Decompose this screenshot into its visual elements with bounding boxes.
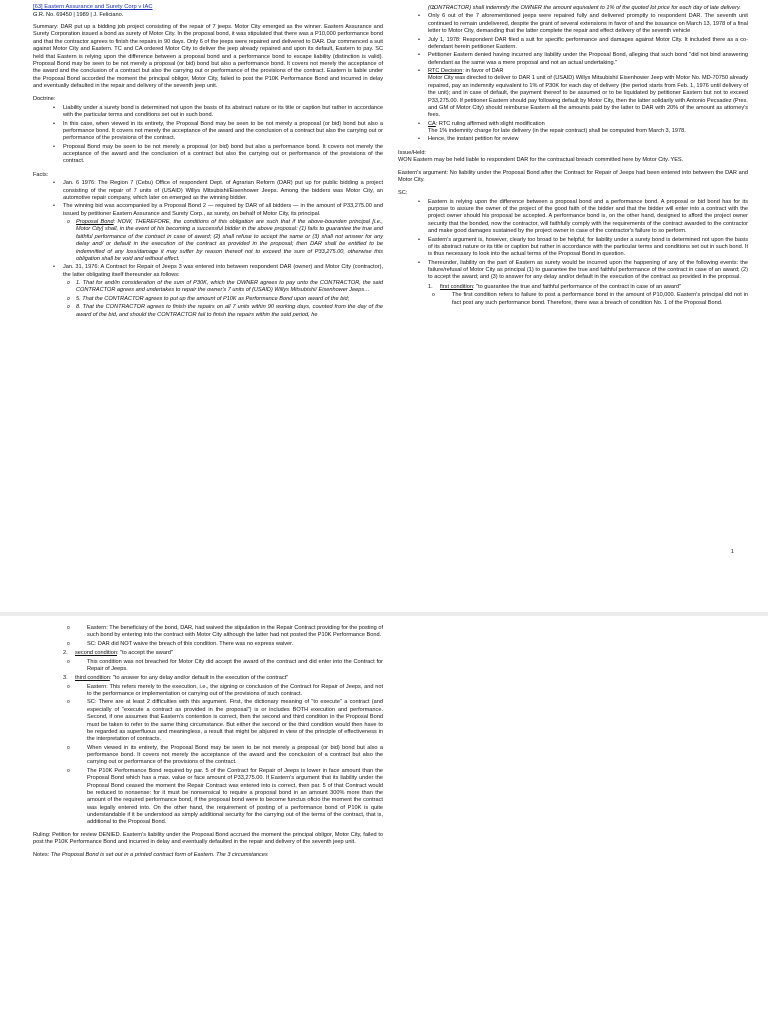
condition-note: o Eastern: The beneficiary of the bond, DAR, had waived the stipulation in the Repair Contract providing for the posting of such bond by entering into the contract with Motor City although the latter had not posted the P10K Performance Bond.	[33, 625, 383, 640]
notes-label: Notes:	[33, 851, 51, 858]
fact-item: • Jan. 6 1976: The Region 7 (Cebu) Office of respondent Dept. of Agrarian Reform (DAR) put up for public bidding a project consisting of the repair of 7 units of (USAID) Willys Mitsubishi/Eisenhower Jeeps. Among the bidders was Motor City, an automotive repair company, which later on emerged as the winning bidder.	[33, 180, 383, 202]
fact-item: • Jan. 31, 1976: A Contract for Repair of Jeeps 3 was entered into between respondent DAR (owner) and Motor City (contractor), the latter obligating itself thereunder as follows:	[33, 264, 383, 279]
doctrine-heading: Doctrine:	[33, 96, 56, 103]
case-citation: G.R. No. 69450 | 1989 | J. Feliciano.	[33, 11, 124, 18]
sc-item: • Thereunder, liability on the part of Eastern as surety would be incurred upon the happening of any of the following events: the failure/refusal of Motor City as principal (1) to guarantee the true and faithful performance of the contract in case of an award; (2) to accept the award; and (3) to answer for any delay and/or default in the execution of the contract as provided in the proposal.	[398, 260, 748, 282]
ca-body: The 1% indemnity charge for late delivery (in the repair contract) shall be computed from March 3, 1978.	[428, 128, 686, 134]
doctrine-item: • Proposal Bond may be seen to be not merely a proposal (or bid) bond but also a performance bond. It covers not merely the acceptance of the award and the conclusion of a contract but also the carrying out or performance of the provisions of the contract.	[33, 144, 383, 166]
facts-list-continued	[398, 13, 748, 143]
page2-column	[33, 624, 383, 859]
third-condition-discussion	[33, 684, 383, 827]
first-condition-note: o The first condition refers to failure to post a performance bond in the amount of P10,000. Eastern's principal did not in fact post any such performance bond. Therefore, there was a breach of condition No. 1 of the Proposal Bond.	[398, 292, 748, 307]
third-condition-number: 3.	[63, 675, 68, 682]
doctrine-item: • In this case, when viewed in its entirety, the Proposal Bond may be seen to be not merely a proposal (or bid) bond but also a performance bond. It covers not merely the acceptance of the award and the conclusion of a contract but also the carrying out or performance of the provisions of the contract.	[33, 121, 383, 143]
document-page-2	[0, 616, 768, 1024]
case-title[interactable]: [63] Eastern Assurance and Surety Corp v IAC	[33, 4, 153, 10]
rtc-text: : in favor of DAR	[462, 68, 504, 74]
condition-note: o When viewed in its entirety, the Proposal Bond may be seen to be not merely a proposal (or bid) bond but also a performance bond. It covers not merely the acceptance of the award and the conclusion of a contract but also the carrying out or performance of the provisions of the contract.	[33, 745, 383, 767]
ca-text: : RTC ruling affirmed with slight modification	[435, 120, 545, 127]
second-condition-note: o This condition was not breached for Motor City did accept the award of the contract and did enter into the Contract for Repair of Jeeps.	[33, 659, 383, 674]
fact-item: • Only 6 out of the 7 aforementioned jeeps were repaired fully and delivered promptly to respondent DAR. The seventh unit continued to remain undelivered, despite the grant of several extensions in favor of and the issuance on March 13, 1978 of a final letter to Motor City, demanding that the latter complete the repair and effect delivery of the seventh vehicle	[398, 13, 748, 35]
rtc-decision-item	[398, 68, 748, 120]
rtc-body: Motor City was directed to deliver to DAR 1 unit of (USAID) Willys Mitsubishi/ Eisenhower Jeep with Motor No. MD-70750 already repaired, pay an indemnity equivalent to 1% of P30K for each day of delivery (the period starts from Feb. 1, 1976 until delivery of the unit); and in case of default, the payment thereof to be assumed or to be liquidated by petitioner Eastern but not to exceed P33,275.00. If petitioner Eastern should pay following default by Motor City, then the latter solidarily with Antonio Pecsadez (Pres. and GM of Motor City) should reimburse Eastern all the amounts paid by the latter to DAR with 20% of the amount as attorney's fees.	[428, 75, 748, 119]
condition-note: o The P10K Performance Bond required by par. 5 of the Contract for Repair of Jeeps is lower in face amount than the Proposal Bond which has a max. value or face amount of P33,275.00. If Eastern's argument that its liability under the Proposal Bond ceased the moment the Repair Contract was entered into is correct, then par. 5 of that Contract would be reduced to nonsense: for it must be nonsensical to require a proposal bond in an amount 300% more than the amount of the required performance bond, if the proposal bond were to become functus oficio the moment the contract was legally entered into. On the other hand, the requirement of posting of a performance bond of P10K is quite understandable if it be understood as simply additional security for the carrying out of the terms of the contract, that is, additional to the Proposal Bond.	[33, 768, 383, 827]
first-condition-text: : "to guarantee the true and faithful performance of the contract in case of an award"	[472, 283, 681, 290]
doctrine-list	[33, 105, 383, 166]
contract-clause: o 1. That for and/in consideration of the sum of P30K, which the OWNER agrees to pay unto the CONTRACTOR, the said CONTRACTOR agrees and undertakes to repair the owner's 7 units of (USAID) Willys Mitsubishi/ Eisenhower Jeeps…	[33, 280, 383, 295]
summary-paragraph: Summary: DAR put up a bidding job project consisting of the repair of 7 jeeps. Motor City emerged as the winner. Eastern Assurance and Surety Corporation issued a bond as surety of Motor City. In the proposal bond, it was stipulated that there was a P10,000 performance bond and that the contractor agrees to finish the repairs in 90 days. Only 6 of the jeeps were repaired and delivered to DAR. Dar commenced a suit against Motor City and Eastern. TC and CA ordered Motor City to deliver the jeep already repaired and upon its default, Eastern to pay. SC held that Eastern is relying upon the difference between a proposal bond and a performance bond to escape liability (distinction is valid). Proposal Bond may be seen to be not merely a proposal (or bid) bond but also a performance bond. It covers not merely the acceptance of the award and the conclusion of a contract but also the carrying out or performance of the provisions of the contract. Eastern is liable under the Proposal Bond accorded the moment the principal obligor, Motor City, failed to post the P10K Performance Bond and incurred in delay and eventually defaulted in the repair and delivery of the seventh jeep unit.	[33, 24, 383, 90]
contract-clause: o 5. That the CONTRACTOR agrees to put up the amount of P10K as Performance Bond upon award of the bid;	[33, 296, 383, 303]
doctrine-item: • Liability under a surety bond is determined not upon the basis of its abstract nature or its title or caption but rather in accordance with the particular terms and conditions set out in such bond.	[33, 105, 383, 120]
facts-list	[33, 180, 383, 319]
right-column	[398, 4, 748, 307]
fact-item: • Petitioner Eastern denied having incurred any liability under the Proposal Bond, alleging that such bond "did not bind answering defendant as the same was a mere proposal and not an actual undertaking."	[398, 52, 748, 67]
fact-item: • Hence, the instant petition for review	[398, 136, 748, 143]
third-condition	[33, 675, 383, 682]
proposal-bond-label: Proposal Bond	[76, 219, 114, 226]
second-condition-label: second condition	[75, 650, 117, 657]
second-condition-number: 2.	[63, 650, 68, 657]
third-condition-text: : "to answer for any delay and/or default in the execution of the contract"	[109, 675, 289, 682]
fact-item: • The winning bid was accompanied by a Proposal Bond 2 — required by DAR of all bidders — in the amount of P33,275.00 and issued by petitioner Eastern Assurance and Surety Corp., as surety, on behalf of Motor City, its principal.	[33, 203, 383, 218]
eastern-argument: Eastern's argument: No liability under the Proposal Bond after the Contract for Repair of Jeeps had been entered into between the DAR and Motor City.	[398, 169, 748, 183]
sc-heading: SC:	[398, 190, 408, 197]
second-condition	[33, 650, 383, 657]
facts-heading: Facts:	[33, 171, 49, 178]
left-column	[33, 4, 383, 319]
contract-clause-continued: o (CONTRACTOR) shall indemnify the OWNER the amount equivalent to 1% of the quoted lot price for each day of late delivery.	[398, 5, 748, 12]
page-number: 1	[730, 549, 734, 555]
rtc-label: RTC Decision	[428, 68, 463, 74]
condition-note: o SC: There are at least 2 difficulties with this argument. First, the dictionary meaning of "to execute" a contract (and especially of "execute a contract as provided in the proposal") is or includes BOTH execution and performance. Second, if one assumes that Eastern's contention is correct, then the second and third condition in the Proposal Bond must be taken to refer to the same thing circumstance. But either the second or the third condition would then have to be regarded as superfluous and meaningless, a result that might be abjured in view of the principle of effectiveness in the interpretation of contracts.	[33, 699, 383, 743]
sc-list	[398, 199, 748, 282]
third-condition-label: third condition	[75, 675, 110, 682]
first-condition	[398, 284, 748, 291]
sc-item: • Eastern's argument is, however, clearly too broad to be helpful; for liability under a surety bond is determined not upon the basis of its abstract nature or its title or caption but rather in accordance with the particular terms and conditions set out in such bond. It is thus necessary to look into the actual terms of the Proposal Bond in question.	[398, 237, 748, 259]
sc-item: • Eastern is relying upon the difference between a proposal bond and a performance bond. A proposal or bid bond has for its purpose to assure the owner of the project of the good faith of the bidder and that the bidder will enter into a contract with the project owner should his proposal be accepted. A performance bond is, on the other hand, designed to afford the project owner security that the bonded, now the contractor, will faithfully comply with the requirements of the contract awarded to the contractor and make good damages sustained by the project owner in case of the contractor's failure to so perform.	[398, 199, 748, 236]
notes-text: The Proposal Bond is set out in a printed contract form of Eastern. The 3 circumstances	[50, 851, 268, 858]
fact-item: • July 1, 1978: Respondent DAR filed a suit for specific performance and damages against Motor City. It included there as a co-defendant herein petitioner Eastern.	[398, 37, 748, 52]
condition-note: o Eastern: This refers merely to the execution, i.e., the signing or conclusion of the Contract for Repair of Jeeps, and not to the performance or implementation or carrying out of the provisions of such contract.	[33, 684, 383, 699]
issue-text: WON Eastern may be held liable to respondent DAR for the contractual breach committed here by Motor City. YES.	[398, 157, 684, 164]
contract-clause: o 8. That the CONTRACTOR agrees to finish the repairs on all 7 units within 90 working days, counted from the day of the award of the bid, and should the CONTRACTOR fail to finish the repairs within the said period, he	[33, 304, 383, 319]
second-condition-text: : "to accept the award"	[116, 650, 173, 657]
first-condition-number: 1.	[428, 283, 433, 290]
proposal-bond-quote	[33, 219, 383, 263]
notes-paragraph	[33, 852, 383, 859]
first-condition-label: first condition	[440, 283, 473, 290]
ca-decision-item	[398, 121, 748, 136]
condition-note: o SC: DAR did NOT waive the breach of this condition. There was no express waiver.	[33, 641, 383, 648]
first-condition-discussion	[33, 625, 383, 648]
ca-label: CA	[428, 120, 436, 127]
ruling-paragraph: Ruling: Petition for review DENIED. Eastern's liability under the Proposal Bond accrued the moment the principal obligor, Motor City, failed to post the P10K Performance Bond and incurred in delay and eventually defaulted in the repair and delivery of the seventh jeep unit.	[33, 831, 383, 846]
proposal-bond-text: : NOW, THEREFORE, the conditions of this obligation are such that if the above-bounden principal [i.e., Motor City] shall, in the event of his becoming a successful bidder in the above proposal: (1) fails to guarantee the true and faithful performance of the contract in case of award; (2) shall refuse to accept the same or (3) shall not answer for any delay and/ or default in the execution of the contract as provided in the proposal; then DAR shall be entitled to be indemnified of any loss/damage it may suffer by reason thereof not to exceed the sum of P33,275.00, otherwise this obligation shall be void and without effect.	[76, 219, 383, 262]
issue-heading: Issue/Held:	[398, 149, 426, 156]
